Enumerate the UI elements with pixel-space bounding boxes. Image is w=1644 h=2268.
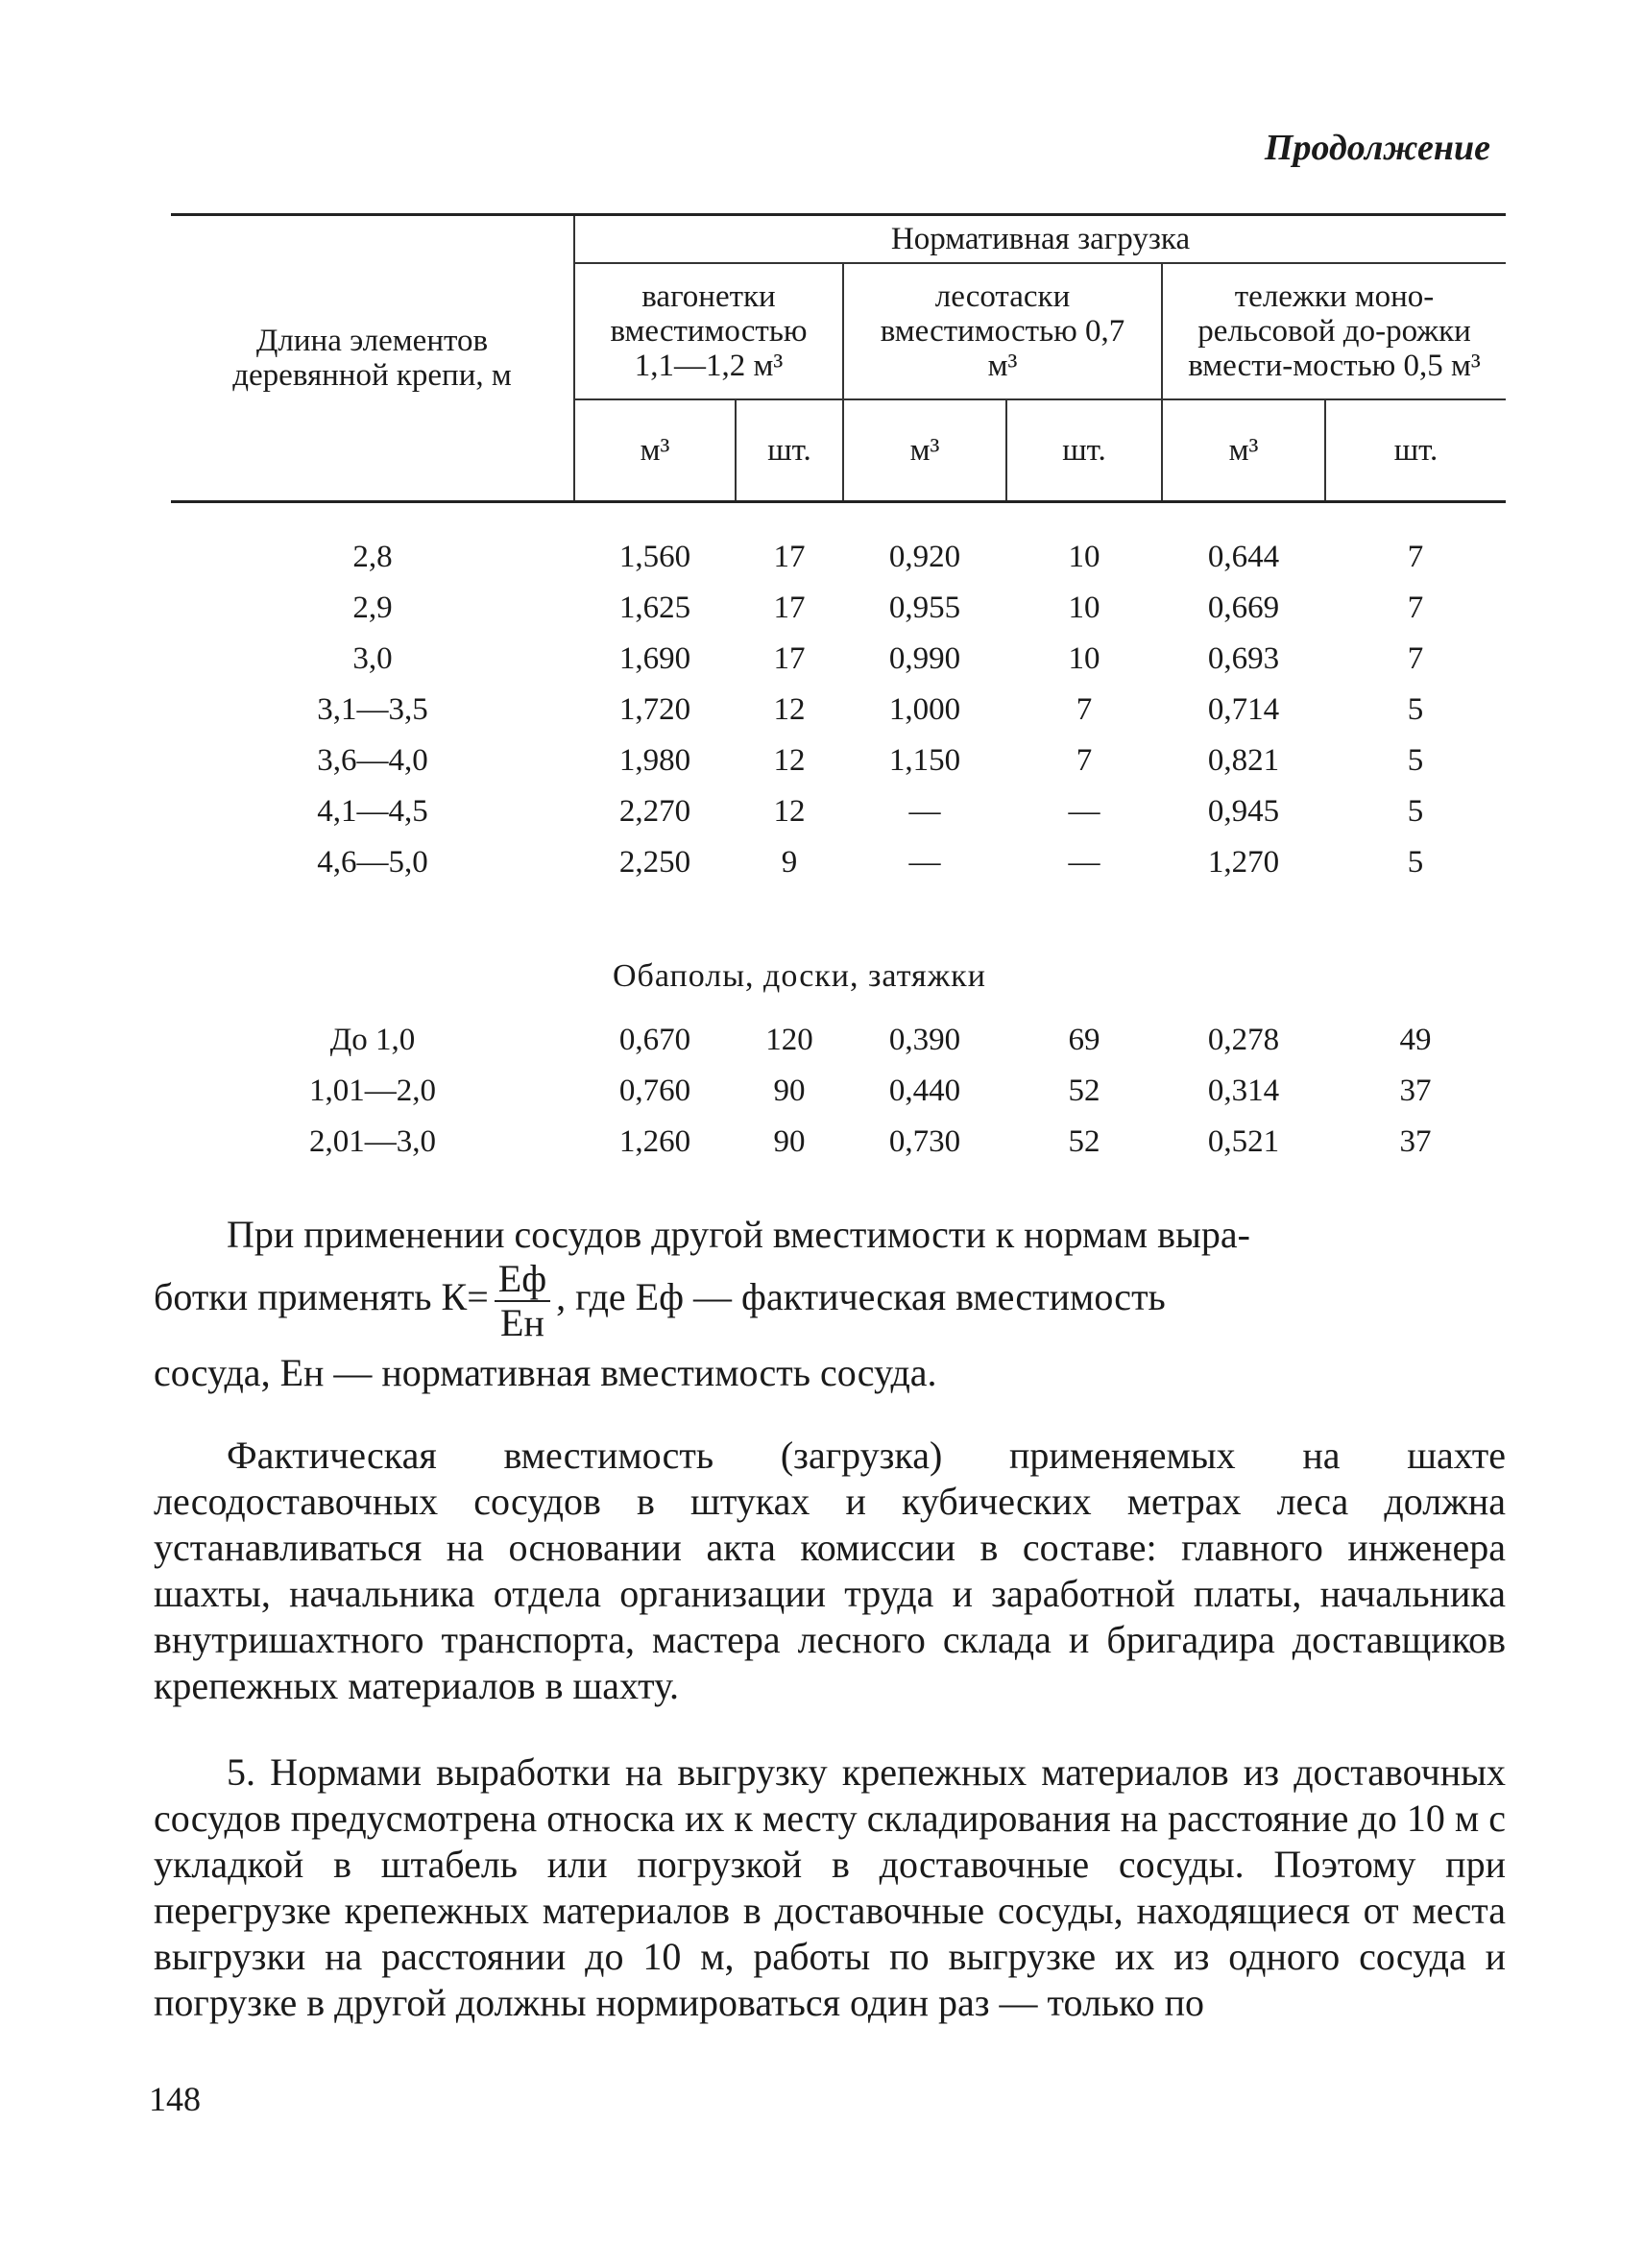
fraction-denominator: Ен <box>500 1301 544 1344</box>
unit-pcs: шт. <box>1006 399 1162 502</box>
table-row: 2,9 1,625 17 0,955 10 0,669 7 <box>352 591 1424 625</box>
subgroup-monorail: тележки моно-рельсовой до-рожки вмести-мостью 0,5 м³ <box>1162 263 1506 399</box>
norms-table <box>171 213 1506 1168</box>
para1-line2-end: , где Еф — фактическая вместимость <box>556 1275 1166 1319</box>
table-row: 3,6—4,0 1,980 12 1,150 7 0,821 5 <box>317 743 1424 778</box>
table-row: 2,8 1,560 17 0,920 10 0,644 7 <box>352 540 1424 574</box>
para1-line1: При применении сосудов другой вместимости к нормам выра- <box>227 1213 1250 1256</box>
table-row: 3,0 1,690 17 0,990 10 0,693 7 <box>352 641 1424 676</box>
unit-m3: м³ <box>574 399 736 502</box>
subgroup-carrier: лесотаски вместимостью 0,7 м³ <box>843 263 1162 399</box>
subgroup-wagon: вагонетки вместимостью 1,1—1,2 м³ <box>574 263 843 399</box>
table-row: 4,6—5,0 2,250 9 — — 1,270 5 <box>317 845 1424 880</box>
table-row: 2,01—3,0 1,260 90 0,730 52 0,521 37 <box>309 1124 1432 1159</box>
unit-pcs: шт. <box>736 399 843 502</box>
length-header: Длина элементов деревянной крепи, м <box>171 215 574 502</box>
unit-m3: м³ <box>843 399 1006 502</box>
table-row: 4,1—4,5 2,270 12 — — 0,945 5 <box>317 794 1424 829</box>
group-header: Нормативная загрузка <box>574 215 1506 264</box>
formula-line <box>154 1258 1506 1350</box>
table-row: 3,1—3,5 1,720 12 1,000 7 0,714 5 <box>317 692 1424 727</box>
page-number: 148 <box>149 2080 201 2118</box>
para1-line2-start: ботки применять К= <box>154 1275 489 1319</box>
table-row: 1,01—2,0 0,760 90 0,440 52 0,314 37 <box>309 1074 1432 1108</box>
para1-line3: сосуда, Ен — нормативная вместимость сосуда. <box>154 1351 937 1394</box>
fraction-numerator: Еф <box>495 1258 550 1302</box>
paragraph-3: 5. Нормами выработки на выгрузку крепежных материалов из доставочных сосудов предусмотрена относка их к месту складирования на расстояние до 10 м с укладкой в штабель или погрузкой в доставочные сосуды. Поэтому при перегрузке крепежных материалов в доставочные сосуды, находящиеся от места выгрузки на расстоянии до 10 м, работы по выгрузке их из одного сосуда и погрузке в другой должны нормироваться один раз — только по <box>154 1750 1506 2024</box>
paragraph-formula <box>154 1212 1506 1396</box>
subsection-title: Обаполы, доски, затяжки <box>613 958 986 994</box>
formula-fraction <box>495 1258 550 1344</box>
unit-m3: м³ <box>1162 399 1325 502</box>
unit-pcs: шт. <box>1325 399 1506 502</box>
paragraph-2: Фактическая вместимость (загрузка) применяемых на шахте лесодоставочных сосудов в штуках и кубических метрах леса должна устанавливаться на основании акта комиссии в составе: главного инженера шахты, начальника отдела организации труда и заработной платы, начальника внутришахтного транспорта, мастера лесного склада и бригадира доставщиков крепежных материалов в шахту. <box>154 1434 1506 1707</box>
continuation-label: Продолжение <box>1264 128 1490 168</box>
table-row: До 1,0 0,670 120 0,390 69 0,278 49 <box>329 1023 1432 1057</box>
